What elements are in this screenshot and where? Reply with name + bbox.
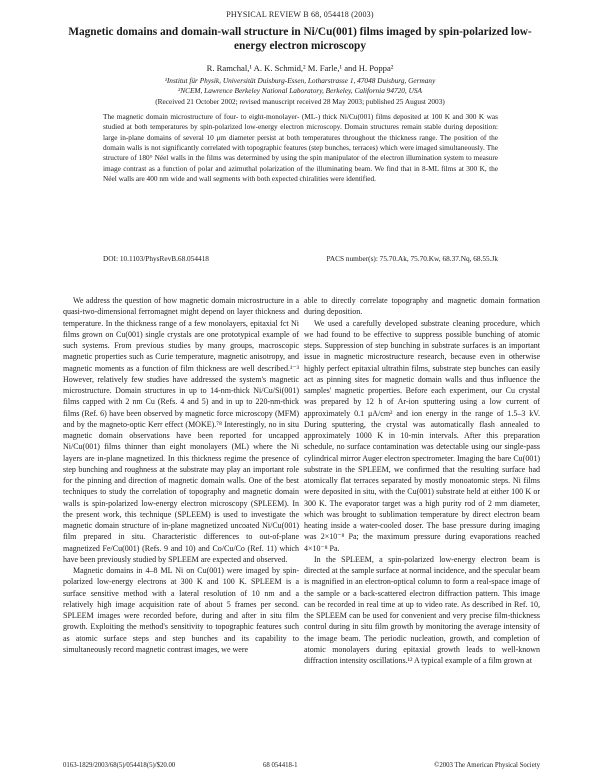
paragraph: In the SPLEEM, a spin-polarized low-energy electron beam is directed at the sample surface at normal incidence, and the specular beam is magnified in an electron-optical column to form a real-space image of the sample or a back-scattered electron diffraction pattern. This image can be recorded in real time at up to video rate. As described in Ref. 10, the SPLEEM can be used for convenient and very precise film-thickness control during in situ film growth by monitoring the average intensity of the image beam. The periodic nucleation, growth, and completion of atomic monolayers during epitaxial growth leads to well-known diffraction intensity oscillations.¹² A typical example of a film grown at: [304, 554, 540, 665]
affiliation-1: ¹Institut für Physik, Universität Duisburg-Essen, Lotharstrasse 1, 47048 Duisburg, Germany: [164, 76, 436, 85]
doi-pacs-row: [103, 254, 498, 263]
footer-copyright: ©2003 The American Physical Society: [434, 762, 540, 769]
abstract: The magnetic domain microstructure of four- to eight-monolayer- (ML-) thick Ni/Cu(001) films deposited at 100 K and 300 K was studied at both temperatures by spin-polarized low-energy electron microscopy. Domain structures remain stable during deposition: large in-plane domains of several 10 μm diameter persist at both temperatures throughout the thickness range. The position of the domain walls is not significantly correlated with topographic features (step bunches, terraces) which were imaged simultaneously. The structure of 180° Néel walls in the films was determined by using the spin manipulator of the electron illumination system to measure image contrast as a function of polar and azimuthal polarization of the illuminating beam. We find that in 8-ML films at 300 K, the Néel walls are 400 nm wide and wall segments with both expected chiralities were identified.: [103, 112, 498, 184]
running-head: PHYSICAL REVIEW B 68, 054418 (2003): [226, 10, 374, 19]
doi[interactable]: DOI: 10.1103/PhysRevB.68.054418: [103, 254, 209, 263]
affiliation-2: ²NCEM, Lawrence Berkeley National Laboratory, Berkeley, California 94720, USA: [178, 86, 422, 95]
body-column-right: [304, 295, 540, 666]
received-dates: (Received 21 October 2002; revised manuscript received 28 May 2003; published 25 August 2003): [155, 97, 445, 106]
footer-page-number: 68 054418-1: [263, 762, 298, 769]
paragraph: We address the question of how magnetic domain microstructure in a quasi-two-dimensional ferromagnet might depend on layer thickness and temperature. In the thickness range of a few monolayers, epitaxial fct Ni films grown on Cu(001) single crystals are one prototypical example of such systems. From previous studies by many groups, macroscopic magnetic properties such as Curie temperature, magnetic anisotropy, and magnetic moments as a function of film thickness are well described.¹⁻³ However, relatively few studies have addressed the system's magnetic microstructure. Domain structures in up to 14-nm-thick Ni/Cu/Si(001) films capped with 2 nm Cu (Refs. 4 and 5) and in up to 220-nm-thick films (Ref. 6) have been observed by magnetic force microscopy (MFM) and by the magneto-optic Kerr effect (MOKE).⁷⁸ Interestingly, no in situ magnetic domain observations have been reported for uncapped Ni/Cu(001) films thinner than eight monolayers (ML) where the Ni layers are in-plane magnetized. In this thickness regime the presence of step bunching and roughness at the substrate may play an important role for the pinning and direction of magnetic domain walls. One of the best techniques to study the correlation of topography and magnetic domain walls is spin-polarized low-energy electron microscopy (SPLEEM). In the present work, this technique (SPLEEM) is used to investigate the magnetic domain structure of in-plane magnetized uncoated Ni/Cu(001) film prepared in situ. Characteristic differences to out-of-plane magnetized Fe/Cu(001) (Refs. 9 and 10) and Co/Cu/Co (Ref. 11) which have been previously studied by SPLEEM are expected and observed.: [63, 296, 299, 564]
paper-title: Magnetic domains and domain-wall structure in Ni/Cu(001) films imaged by spin-polarized low-energy electron microscopy: [68, 26, 532, 52]
pacs-numbers: PACS number(s): 75.70.Ak, 75.70.Kw, 68.37.Nq, 68.55.Jk: [326, 254, 498, 263]
paragraph: We used a carefully developed substrate cleaning procedure, which we had found to be effective to suppress possible bunching of atomic steps. Suppression of step bunching in substrate surfaces is an important issue in magnetic microstructure research, because even in otherwise highly perfect epitaxial ultrathin films, substrate step bunches can easily act as pinning sites for magnetic domain walls and thus influence the samples' magnetic properties. Before each experiment, our Cu crystal was prepared by 12 h of Ar-ion sputtering using a low current of approximately 0.1 μA/cm² and ion energy in the range of 1.5–3 kV. During sputtering, the crystal was automatically flash annealed to approximately 1000 K in 10-min intervals. After this preparation schedule, no surface contamination was detectable using our single-pass cylindrical mirror Auger electron spectrometer. Imaging the bare Cu(001) substrate in the SPLEEM, we confirmed that the resulting surface had atomically flat terraces separated by mostly monoatomic steps. Ni films were deposited in situ, with the Cu(001) substrate held at either 100 K or 300 K. The evaporator target was a high purity rod of 2 mm diameter, which was brought to sublimation temperature by direct electron beam heating inside a water-cooled doser. The base pressure during imaging was 2×10⁻⁸ Pa; the maximum pressure during evaporations reached 4×10⁻⁸ Pa.: [304, 318, 540, 553]
paragraph: Magnetic domains in 4–8 ML Ni on Cu(001) were imaged by spin-polarized low-energy electrons at 300 K and 100 K. SPLEEM is a surface sensitive method with a lateral resolution of 10 nm and a relatively high image acquisition rate of about 5 frames per second. SPLEEM images were recorded before, during and after in situ film growth. Exploiting the method's sensitivity to topographic features such as atomic surface steps and step bunches and its capability to simultaneously record magnetic contrast images, we were: [63, 566, 299, 654]
paragraph: able to directly correlate topography and magnetic domain formation during deposition.: [304, 296, 540, 317]
body-column-left: [63, 295, 299, 655]
footer-issn: 0163-1829/2003/68(5)/054418(5)/$20.00: [63, 762, 176, 769]
author-list: R. Ramchal,¹ A. K. Schmid,² M. Farle,¹ and H. Poppa²: [206, 63, 394, 73]
